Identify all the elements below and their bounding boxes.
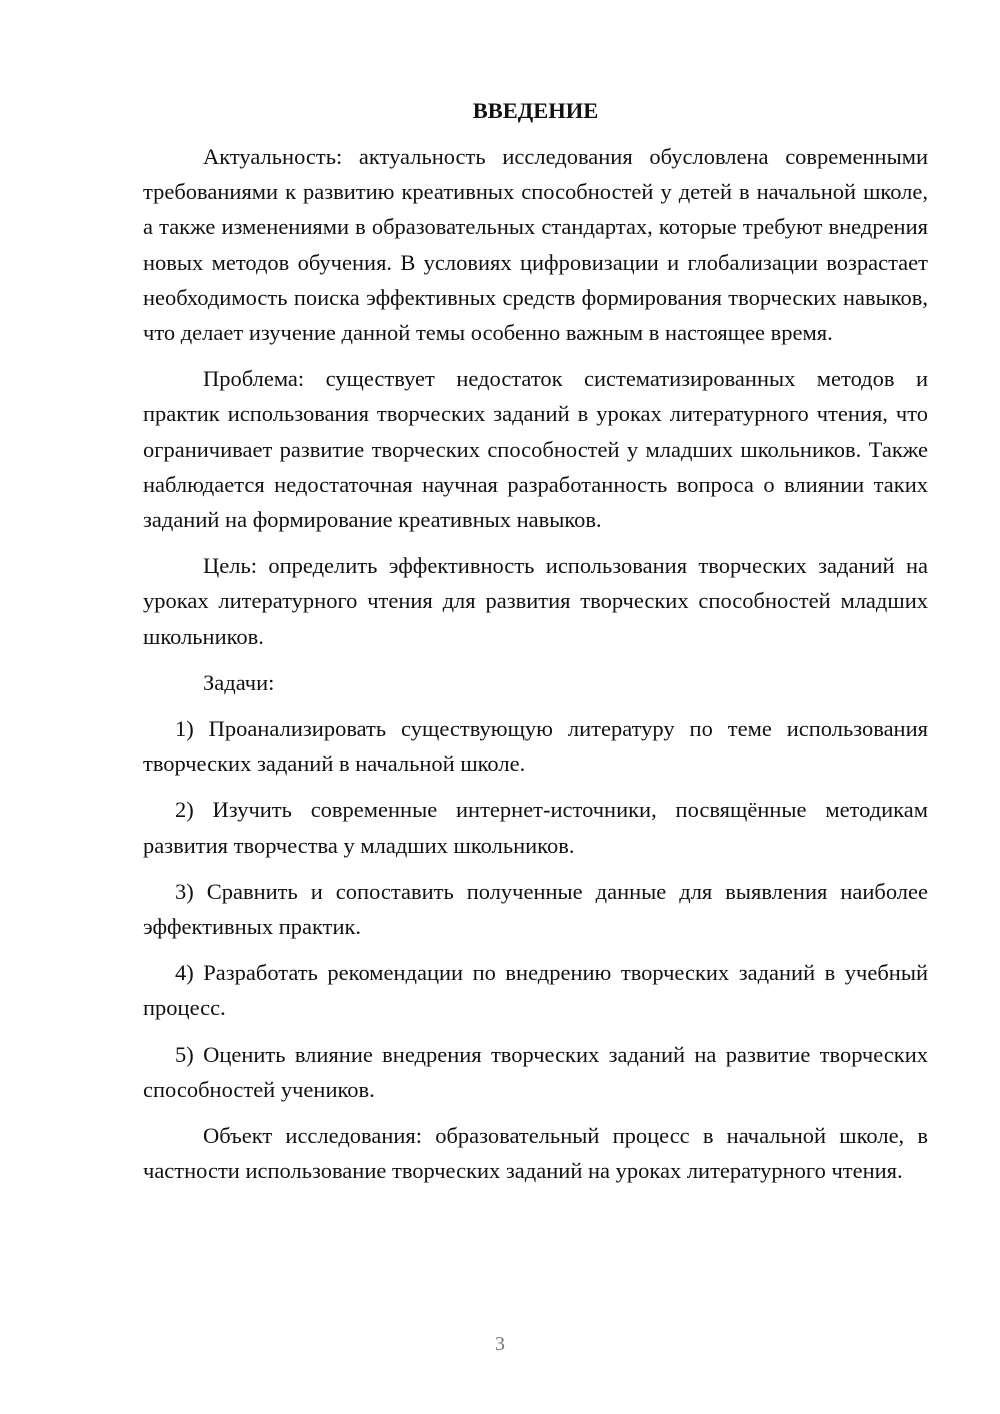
- goal-paragraph: Цель: определить эффективность использования творческих заданий на уроках литературного чтения для развития творческих способностей младших школьников.: [143, 553, 928, 649]
- task-item-3: 3) Сравнить и сопоставить полученные данные для выявления наиболее эффективных практик.: [143, 878, 928, 940]
- task-item-2: 2) Изучить современные интернет-источники, посвящённые методикам развития творчества у младших школьников.: [143, 797, 928, 858]
- problem-paragraph: Проблема: существует недостаток систематизированных методов и практик использования творческих заданий в уроках литературного чтения, что ограничивает развитие творческих способностей у младших школьников. Также наблюдается недостаточная научная разработанность вопроса о влиянии таких заданий на формирование креативных навыков.: [143, 366, 928, 533]
- section-title: ВВЕДЕНИЕ: [472, 98, 599, 123]
- task-item-5: 5) Оценить влияние внедрения творческих заданий на развитие творческих способностей учеников.: [143, 1041, 928, 1102]
- relevance-paragraph: Актуальность: актуальность исследования обусловлена современными требованиями к развитию креативных способностей у детей в начальной школе, а также изменениями в образовательных стандартах, которые требуют внедрения новых методов обучения. В условиях цифровизации и глобализации возрастает необходимость поиска эффективных средств формирования творческих навыков, что делает изучение данной темы особенно важным в настоящее время.: [143, 144, 928, 346]
- object-paragraph: Объект исследования: образовательный процесс в начальной школе, в частности использование творческих заданий на уроках литературного чтения.: [143, 1123, 928, 1184]
- task-item-4: 4) Разработать рекомендации по внедрению творческих заданий в учебный процесс.: [143, 960, 928, 1021]
- task-item-1: 1) Проанализировать существующую литературу по теме использования творческих заданий в начальной школе.: [143, 716, 928, 777]
- tasks-heading: Задачи:: [203, 669, 275, 695]
- page-content: [143, 93, 928, 1188]
- page-number: 3: [495, 1333, 505, 1355]
